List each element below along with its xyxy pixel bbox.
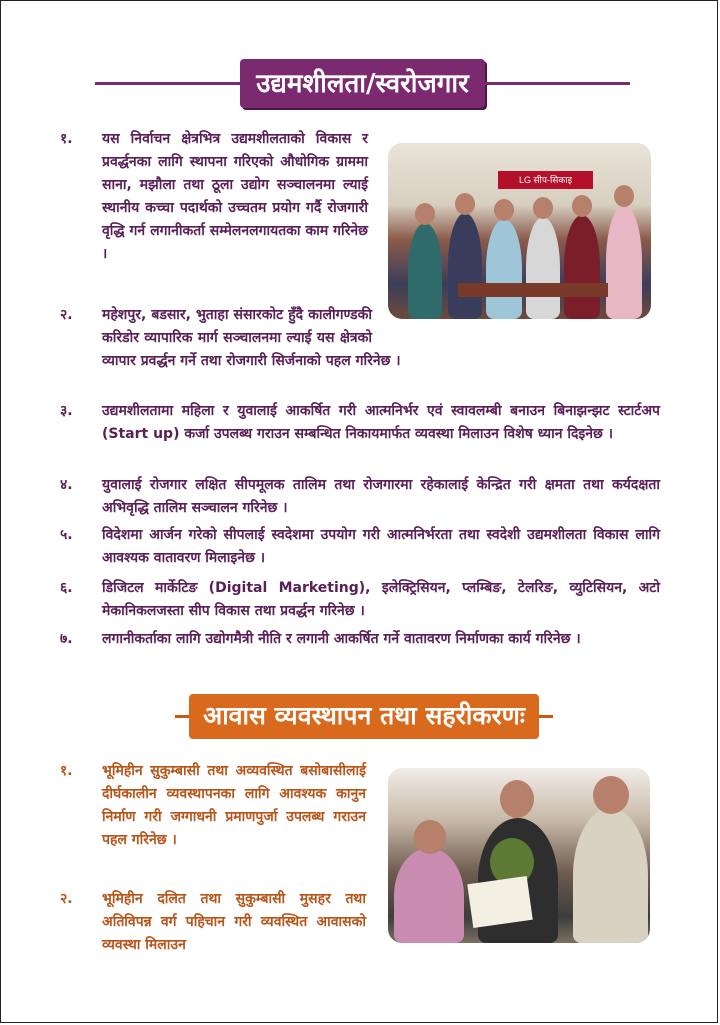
section2-title: आवास व्यवस्थापन तथा सहरीकरणः: [189, 694, 539, 739]
list-item: डिजिटल मार्केटिङ (Digital Marketing), इलेक्ट्रिसियन, प्लम्बिङ, टेलरिङ, व्युटिसियन, अटो मेकानिकलजस्ता सीप विकास तथा प्रवर्द्धन गरिनेछ ।: [102, 580, 660, 619]
list-item: विदेशमा आर्जन गरेको सीपलाई स्वदेशमा उपयोग गरी आत्मनिर्भरता तथा स्वदेशी उद्यमशीलता विकास लागि आवश्यक वातावरण मिलाइनेछ ।: [102, 527, 660, 566]
person-figure: [526, 217, 560, 319]
person-head: [572, 195, 592, 217]
item-number: ५.: [60, 527, 73, 543]
person-figure: [448, 213, 482, 319]
person-figure: [573, 808, 648, 943]
person-head: [455, 193, 475, 215]
list-item: यस निर्वाचन क्षेत्रभित्र उद्यमशीलताको विकास र प्रवर्द्धनका लागि स्थापना गरिएको औधोगिक ग्राममा साना, मझौला तथा ठूला उद्योग सञ्चालनमा ल्याई स्थानीय कच्चा पदार्थको उच्चतम प्रयोग गर्दै रोजगारी वृद्धि गर्न लगानीकर्ता सम्मेलनलगायतका काम गरिनेछ ।: [102, 131, 368, 262]
person-head: [593, 776, 629, 814]
person-figure: [564, 215, 600, 319]
list-item: युवालाई रोजगार लक्षित सीपमूलक तालिम तथा रोजगारमा रहेकालाई केन्द्रित गरी क्षमता तथा कर्यदक्षता अभिवृद्धि तालिम सञ्चालन गरिनेछ ।: [102, 477, 660, 516]
item-number: १.: [60, 763, 73, 779]
item-number: २.: [60, 307, 73, 323]
person-figure: [394, 848, 464, 943]
header-rule-left: [95, 82, 240, 85]
person-figure: [486, 219, 522, 319]
person-head: [414, 820, 446, 854]
item-number: ४.: [60, 477, 73, 493]
item-number: ३.: [60, 403, 73, 419]
item-number: २.: [60, 891, 73, 907]
person-head: [415, 203, 435, 225]
list-item: भूमिहीन दलित तथा सुकुम्बासी मुसहर तथा अतिविपन्न वर्ग पहिचान गरी व्यवस्थित आवासको व्यवस्था मिलाउन: [102, 891, 366, 953]
header-rule-right: [539, 715, 553, 718]
header-rule-right: [485, 82, 630, 85]
list-item: भूमिहीन सुकुम्बासी तथा अव्यवस्थित बसोबासीलाई दीर्घकालीन व्यवस्थापनका लागि आवश्यक कानुन निर्माण गरी जग्गाधनी प्रमाणपुर्जा उपलब्ध गराउन पहल गरिनेछ ।: [102, 763, 366, 848]
item-number: १.: [60, 131, 73, 147]
person-head: [500, 780, 534, 818]
section1-header: [95, 60, 630, 106]
person-head: [533, 197, 553, 219]
person-figure: [408, 223, 442, 319]
list-item-text: महेशपुर, बडसार, भुताहा संसारकोट हुँदै कालीगण्डकी करिडोर व्यापारिक मार्ग सञ्चालनमा ल्याई यस क्षेत्रको व्यापार प्रवर्द्धन गर्ने तथा रोजगारी सिर्जनाको पहल गरिनेछ ।: [102, 307, 401, 369]
item-number: ६.: [60, 580, 73, 596]
person-figure: [606, 205, 642, 319]
person-head: [494, 199, 514, 221]
list-item: लगानीकर्ताका लागि उद्योगमैत्री नीति र लगानी आकर्षित गर्ने वातावरण निर्माणका कार्य गरिनेछ ।: [102, 631, 581, 647]
section2-header: [100, 693, 628, 739]
person-head: [614, 185, 634, 207]
item-number: ७.: [60, 631, 73, 647]
certificate-handover-photo: [388, 768, 650, 943]
list-item: उद्यमशीलतामा महिला र युवालाई आकर्षित गरी आत्मनिर्भर एवं स्वावलम्बी बनाउन बिनाझन्झट स्टार्टअप (Start up) कर्जा उपलब्ध गराउन सम्बन्धित निकायमार्फत व्यवस्था मिलाउन विशेष ध्यान दिइनेछ ।: [102, 403, 660, 442]
training-group-photo: [388, 143, 651, 319]
table: [458, 283, 608, 297]
photo-banner: LG सीप-सिकाइ: [498, 171, 593, 189]
header-rule-left: [175, 715, 189, 718]
certificate: [467, 876, 533, 928]
section1-title: उद्यमशीलता/स्वरोजगार: [240, 59, 485, 108]
